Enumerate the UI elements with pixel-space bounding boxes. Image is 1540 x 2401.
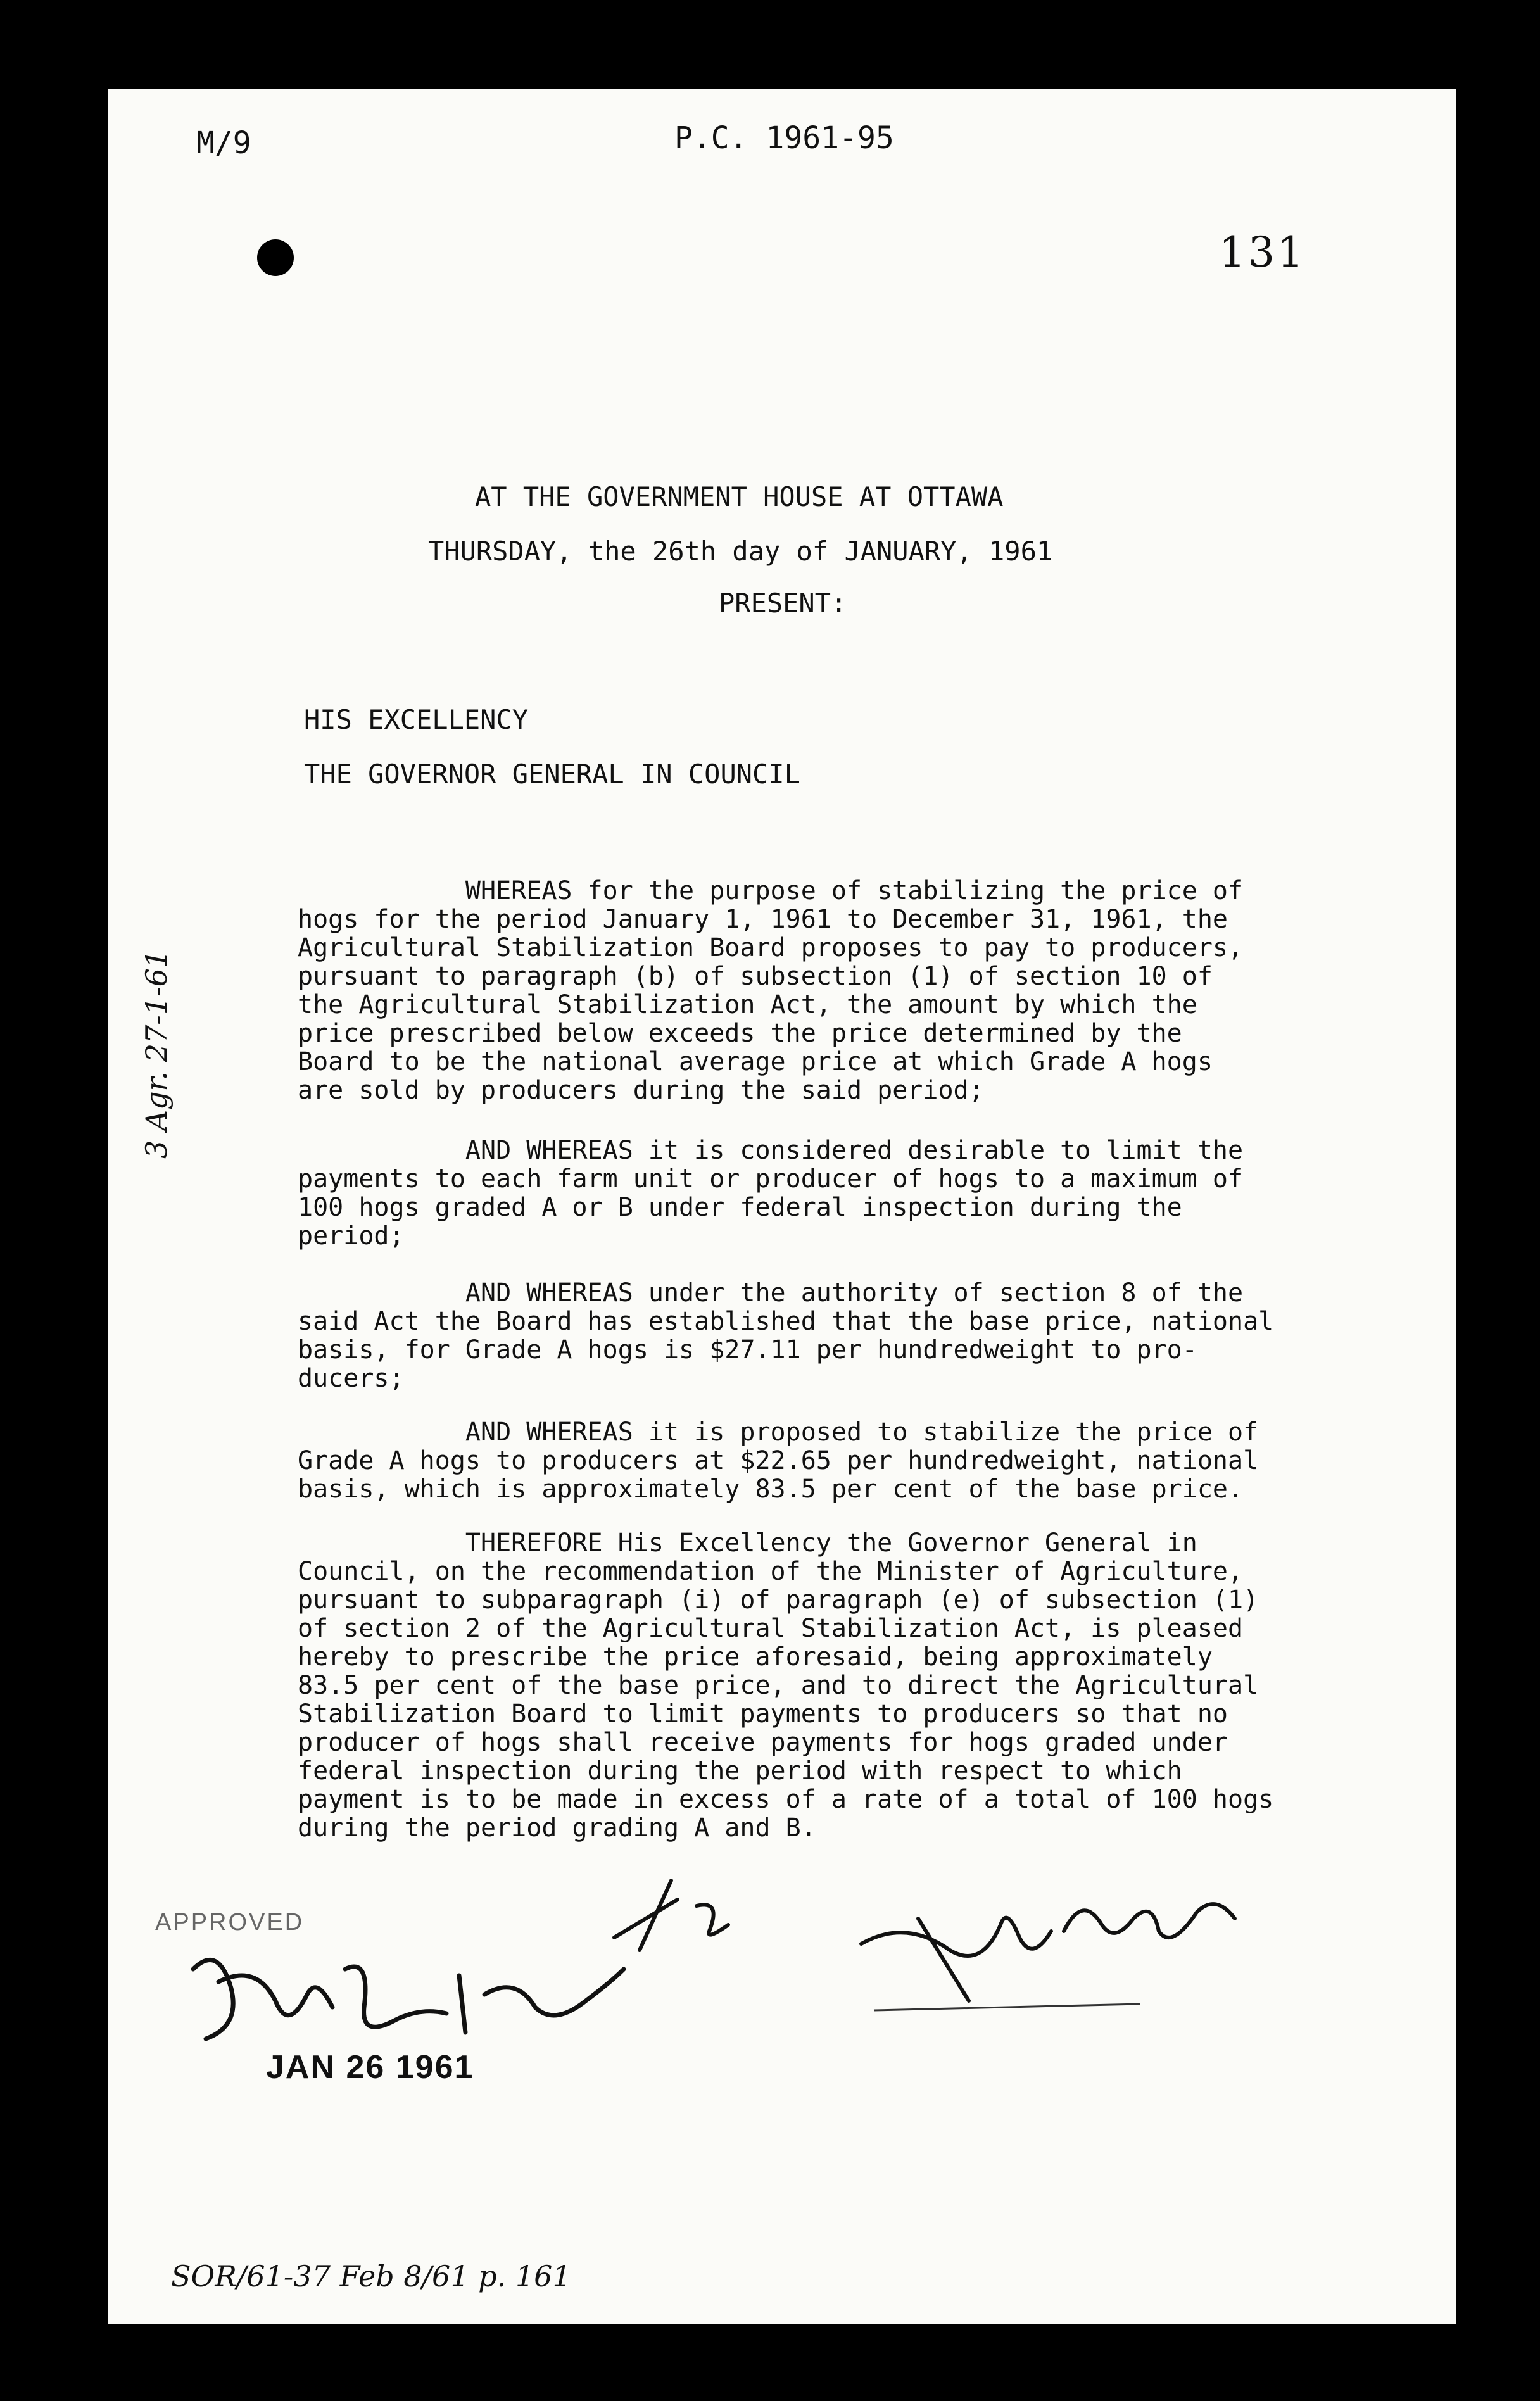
punch-hole-icon	[257, 239, 294, 276]
approval-date-stamp: JAN 26 1961	[266, 2049, 474, 2086]
paragraph-therefore: THEREFORE His Excellency the Governor General in Council, on the recommendation of the Minister of Agriculture, pursuant to subparagraph (i) of paragraph (e) of subsection (1) of section 2 of the Agricultural Stabilization Act, is pleased hereby to prescribe the price aforesaid, being approximately 83.5 per cent of the base price, and to direct the Agricultural Stabilization Board to limit payments to producers so that no producer of hogs shall receive payments for hogs graded under federal inspection during the period with respect to which payment is to be made in excess of a rate of a total of 100 hogs during the period grading A and B.	[298, 1528, 1274, 1843]
heading-governor-general: THE GOVERNOR GENERAL IN COUNCIL	[304, 759, 800, 790]
file-reference: M/9	[196, 125, 251, 161]
heading-place: AT THE GOVERNMENT HOUSE AT OTTAWA	[475, 481, 1004, 512]
margin-handwritten-note: 3 Agr. 27-1-61	[139, 949, 174, 1159]
registration-reference: SOR/61-37 Feb 8/61 p. 161	[171, 2259, 571, 2293]
order-number: P.C. 1961-95	[674, 120, 894, 156]
governor-general-signature	[180, 1950, 636, 2045]
paragraph-and-whereas-base-price: AND WHEREAS under the authority of section 8 of the said Act the Board has established that the base price, national basis, for Grade A hogs is $27.11 per hundredweight to pro- ducers;	[298, 1278, 1274, 1393]
clerk-signature	[855, 1881, 1247, 2020]
paragraph-whereas: WHEREAS for the purpose of stabilizing the price of hogs for the period January 1, 1961 to December 31, 1961, the Agricultural Stabilization Board proposes to pay to producers, pursuant to paragraph (b) of subsection (1) of section 10 of the Agricultural Stabilization Act, the amount by which the price prescribed below exceeds the price determined by the Board to be the national average price at which Grade A hogs are sold by producers during the said period;	[298, 876, 1244, 1105]
paragraph-and-whereas-stabilize: AND WHEREAS it is proposed to stabilize the price of Grade A hogs to producers at $22.65 per hundredweight, national basis, which is approximately 83.5 per cent of the base price.	[298, 1418, 1259, 1504]
page-number: 131	[1219, 228, 1306, 277]
heading-his-excellency: HIS EXCELLENCY	[304, 704, 529, 735]
paragraph-and-whereas-limit: AND WHEREAS it is considered desirable to limit the payments to each farm unit or producer of hogs to a maximum of 100 hogs graded A or B under federal inspection during the period;	[298, 1136, 1244, 1251]
initials-signature	[602, 1862, 811, 1957]
approved-stamp-label: APPROVED	[155, 1909, 305, 1936]
document-page	[108, 89, 1456, 2324]
heading-present: PRESENT:	[719, 588, 847, 619]
heading-date: THURSDAY, the 26th day of JANUARY, 1961	[428, 536, 1053, 567]
